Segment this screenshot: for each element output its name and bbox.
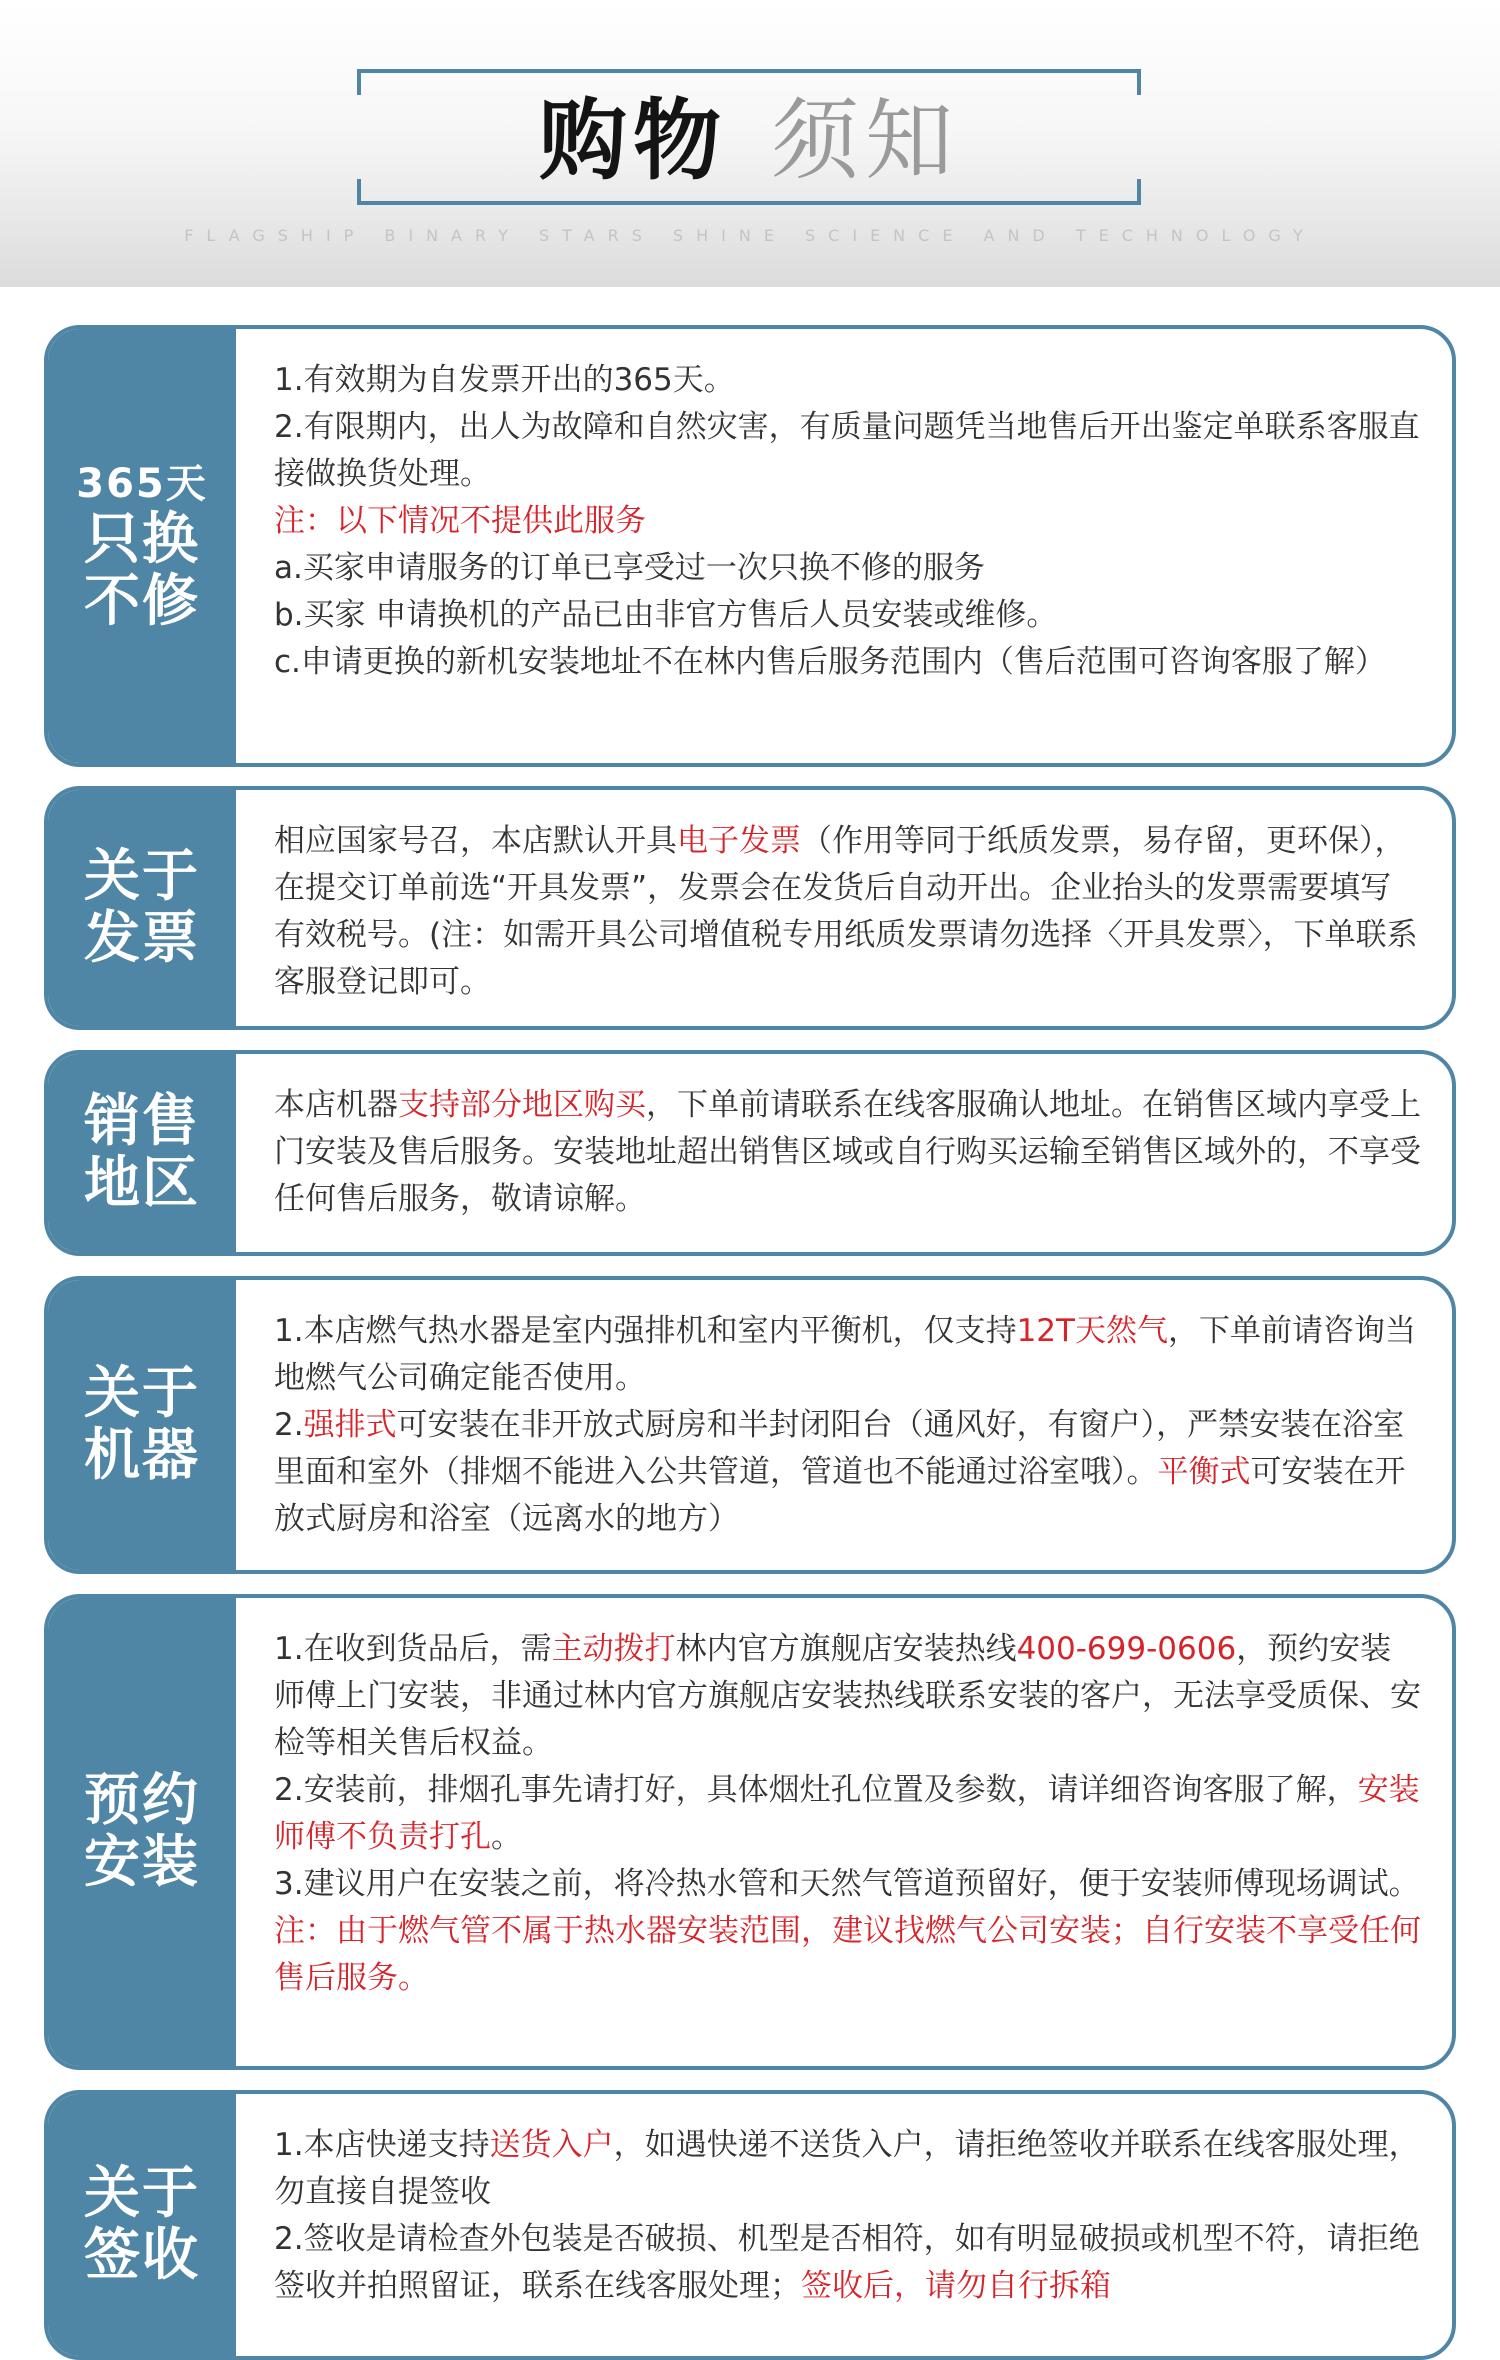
- body-paragraph: [274, 545, 1422, 592]
- body-text: 2.: [274, 1407, 304, 1443]
- page-title: [357, 91, 1141, 191]
- body-text: a.买家申请服务的订单已享受过一次只换不修的服务: [274, 550, 985, 586]
- body-paragraph: [274, 404, 1422, 498]
- body-text: ，预约安装师傅上门安装，非通过林内官方旗舰店安装热线联系安装的客户，无法享受质保、安检等相关售后权益。: [274, 1631, 1421, 1761]
- highlight-text: 送货入户: [489, 2127, 614, 2163]
- body-paragraph: [274, 1308, 1422, 1402]
- body-paragraph: [274, 1626, 1422, 1767]
- body-paragraph: [274, 818, 1422, 1006]
- title-frame: [357, 69, 1141, 205]
- body-text: b.买家 申请换机的产品已由非官方售后人员安装或维修。: [274, 597, 1058, 633]
- highlight-text: 注：由于燃气管不属于热水器安装范围，建议找燃气公司安装；自行安装不享受任何售后服务。: [274, 1913, 1421, 1996]
- body-text: 1.本店快递支持: [274, 2127, 490, 2163]
- highlight-text: 主动拨打: [551, 1631, 676, 1667]
- section-body: [274, 1308, 1422, 1543]
- label-line: 销售: [84, 1089, 200, 1154]
- frame-bottom-line: [357, 201, 1141, 205]
- subtitle: FLAGSHIP BINARY STARS SHINE SCIENCE AND TECHNOLOGY: [184, 226, 1316, 245]
- body-paragraph: [274, 1861, 1422, 1908]
- label-line: 不修: [84, 569, 200, 634]
- highlight-text: 安装师傅不负责打孔: [274, 1772, 1420, 1855]
- body-text: 可安装在非开放式厨房和半封闭阳台（通风好，有窗户），严禁安装在浴室里面和室外（排烟不能进入公共管道，管道也不能通过浴室哦）。: [274, 1407, 1405, 1490]
- body-text: c.申请更换的新机安装地址不在林内售后服务范围内（售后范围可咨询客服了解）: [274, 644, 1386, 680]
- body-paragraph: [274, 1767, 1422, 1861]
- highlight-text: 强排式: [303, 1407, 397, 1443]
- body-text: 1.本店燃气热水器是室内强排机和室内平衡机，仅支持: [274, 1313, 1017, 1349]
- label-line: 关于: [84, 844, 200, 909]
- section-label: [48, 1280, 236, 1570]
- section-label: [48, 2094, 236, 2356]
- section-label: [48, 1598, 236, 2066]
- section-label: [48, 790, 236, 1026]
- section-body: [274, 1626, 1422, 2002]
- section-card-machine: [44, 1276, 1456, 1574]
- body-paragraph: [274, 639, 1422, 686]
- body-text: （作用等同于纸质发票，易存留，更环保），在提交订单前选“开具发票”，发票会在发货后自动开出。企业抬头的发票需要填写有效税号。(注：如需开具公司增值税专用纸质发票请勿选择〈开具发票〉，下单联系客服登记即可。: [274, 823, 1418, 1000]
- body-text: ，下单前请咨询当地燃气公司确定能否使用。: [274, 1313, 1416, 1396]
- body-paragraph: [274, 2216, 1422, 2310]
- body-paragraph: [274, 1402, 1422, 1543]
- label-line: 365天: [76, 461, 208, 507]
- label-line: 安装: [84, 1830, 200, 1895]
- highlight-text: 12T天然气: [1016, 1313, 1168, 1349]
- label-line: 关于: [84, 2161, 200, 2226]
- body-text: 相应国家号召，本店默认开具: [274, 823, 677, 859]
- body-text: 3.建议用户在安装之前，将冷热水管和天然气管道预留好，便于安装师傅现场调试。: [274, 1866, 1420, 1902]
- body-text: 1.在收到货品后，需: [274, 1631, 552, 1667]
- section-body: [274, 2122, 1422, 2310]
- body-text: 1.有效期为自发票开出的365天。: [274, 362, 735, 398]
- title-bold: 购物: [538, 89, 727, 192]
- section-card-install: [44, 1594, 1456, 2070]
- body-paragraph: [274, 2122, 1422, 2216]
- section-card-invoice: [44, 786, 1456, 1030]
- title-light: 须知: [771, 89, 960, 192]
- highlight-text: 400-699-0606: [1016, 1631, 1237, 1667]
- highlight-text: 注：以下情况不提供此服务: [274, 503, 646, 539]
- label-line: 发票: [84, 906, 200, 971]
- body-text: 林内官方旗舰店安装热线: [675, 1631, 1017, 1667]
- section-card-signing: [44, 2090, 1456, 2360]
- section-body: [274, 818, 1422, 1006]
- label-line: 签收: [84, 2223, 200, 2288]
- label-line: 关于: [84, 1361, 200, 1426]
- section-label: [48, 329, 236, 763]
- label-line: 预约: [84, 1768, 200, 1833]
- body-text: 2.签收是请检查外包装是否破损、机型是否相符，如有明显破损或机型不符，请拒绝签收并拍照留证，联系在线客服处理；: [274, 2221, 1420, 2304]
- body-paragraph: [274, 592, 1422, 639]
- body-paragraph: [274, 1908, 1422, 2002]
- body-paragraph: [274, 357, 1422, 404]
- section-body: [274, 1082, 1422, 1223]
- body-text: ，下单前请联系在线客服确认地址。在销售区域内享受上门安装及售后服务。安装地址超出销售区域或自行购买运输至销售区域外的，不享受任何售后服务，敬请谅解。: [274, 1087, 1421, 1217]
- body-text: 。: [491, 1819, 522, 1855]
- section-body: [274, 357, 1422, 686]
- body-paragraph: [274, 1082, 1422, 1223]
- label-line: 只换: [84, 507, 200, 572]
- section-card-region: [44, 1050, 1456, 1256]
- body-text: ，如遇快递不送货入户，请拒绝签收并联系在线客服处理，勿直接自提签收: [274, 2127, 1420, 2210]
- section-label: [48, 1054, 236, 1252]
- highlight-text: 电子发票: [677, 823, 801, 859]
- frame-top-line: [357, 69, 1141, 73]
- body-text: 2.安装前，排烟孔事先请打好，具体烟灶孔位置及参数，请详细咨询客服了解，: [274, 1772, 1358, 1808]
- label-line: 地区: [84, 1151, 200, 1216]
- header-banner: [0, 0, 1500, 287]
- body-text: 2.有限期内，出人为故障和自然灾害，有质量问题凭当地售后开出鉴定单联系客服直接做换货处理。: [274, 409, 1420, 492]
- label-line: 机器: [84, 1423, 200, 1488]
- section-card-exchange: [44, 325, 1456, 767]
- body-text: 本店机器: [274, 1087, 398, 1123]
- body-paragraph: [274, 498, 1422, 545]
- highlight-text: 平衡式: [1157, 1454, 1251, 1490]
- highlight-text: 支持部分地区购买: [398, 1087, 646, 1123]
- body-text: 可安装在开放式厨房和浴室（远离水的地方）: [274, 1454, 1406, 1537]
- highlight-text: 签收后，请勿自行拆箱: [801, 2268, 1111, 2304]
